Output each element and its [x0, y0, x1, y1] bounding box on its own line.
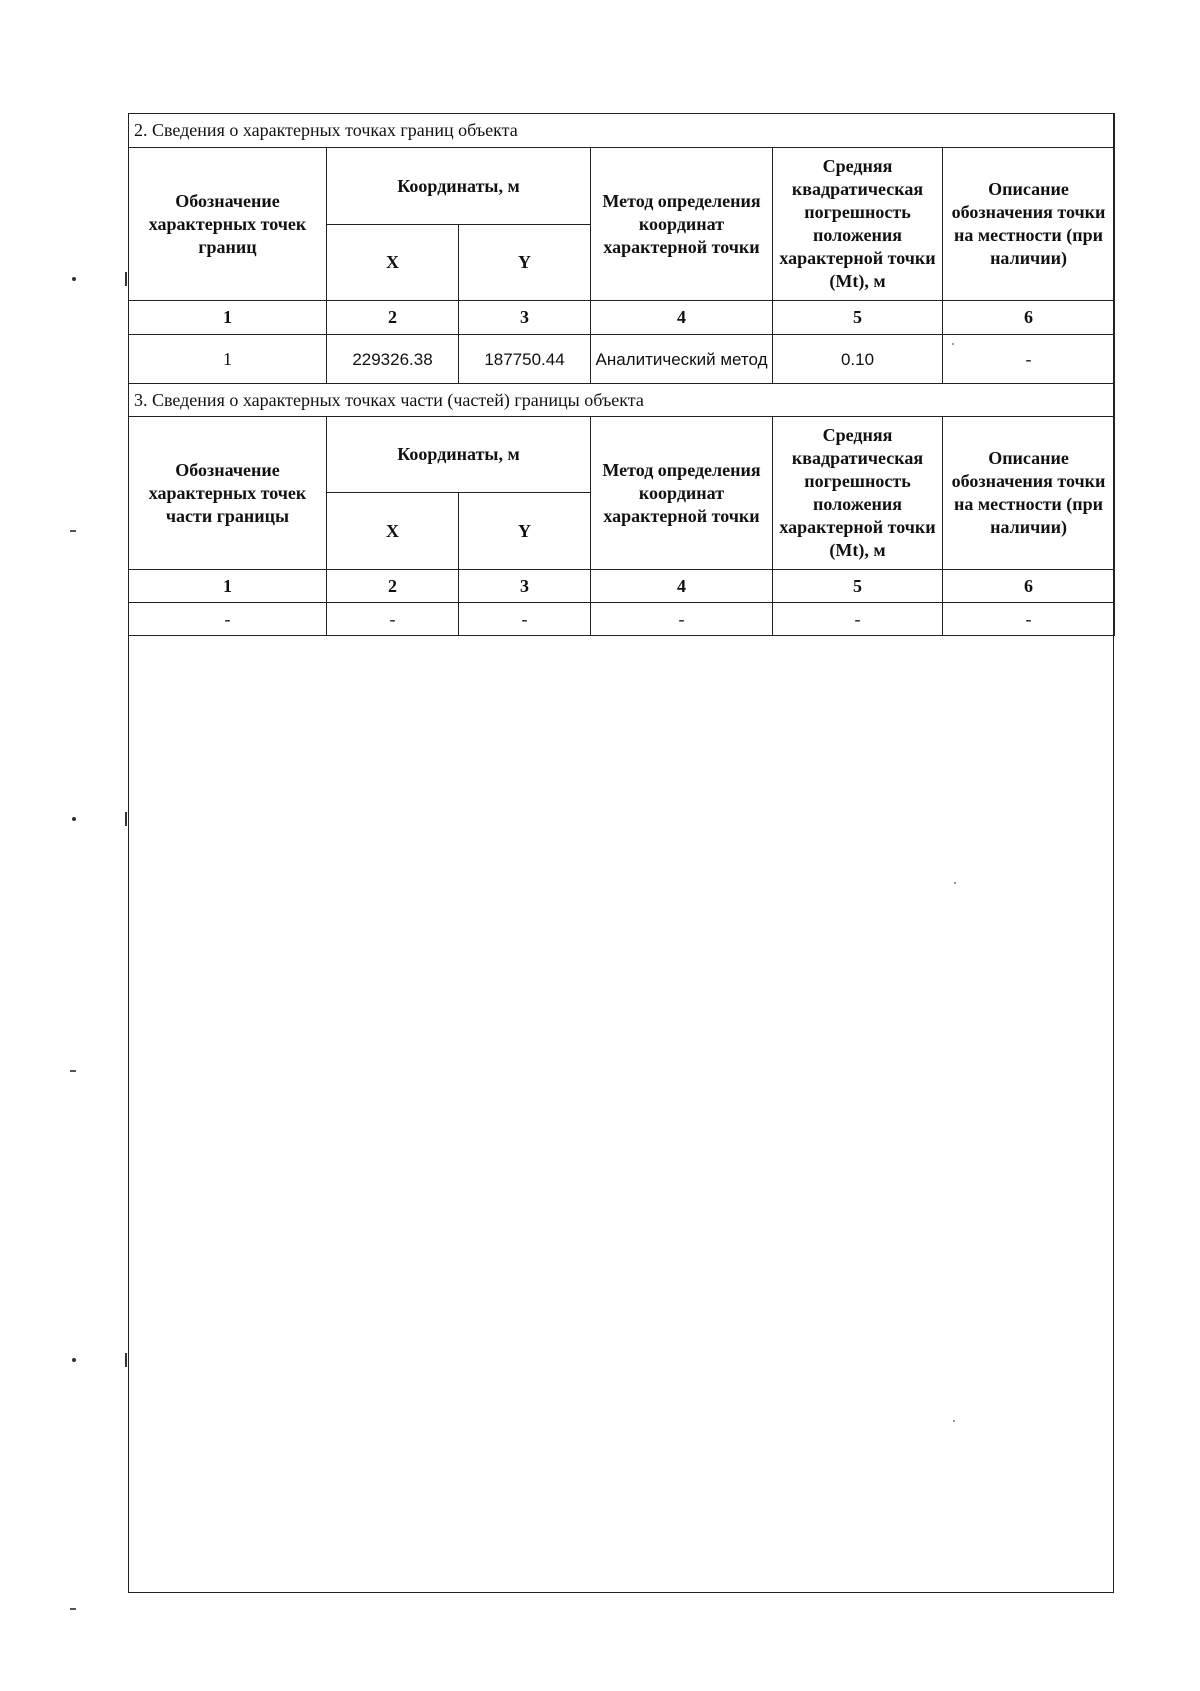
- section2-column-numbers-row: [129, 301, 1115, 335]
- section3-header-x: X: [327, 493, 459, 570]
- section2-header-description: Описание обозначения точки на местности (при наличии): [943, 148, 1115, 301]
- section2-row-designation: 1: [129, 335, 327, 384]
- section3-header-designation: Обозначение характерных точек части границы: [129, 417, 327, 570]
- section2-header-coordinates: Координаты, м: [327, 148, 591, 225]
- scan-tick: [70, 1070, 76, 1072]
- section3-row-description: -: [943, 603, 1115, 636]
- section3-colnum-6: 6: [943, 570, 1115, 603]
- section2-colnum-3: 3: [459, 301, 591, 335]
- table-row: [129, 335, 1115, 384]
- section2-row-method: Аналитический метод: [595, 349, 768, 369]
- binder-mark: [125, 1353, 127, 1367]
- section3-table: [128, 383, 1115, 636]
- section3-row-designation: -: [129, 603, 327, 636]
- binder-mark: [125, 272, 127, 286]
- binder-mark: [125, 812, 127, 826]
- section3-colnum-5: 5: [773, 570, 943, 603]
- section2-row-description: -: [943, 335, 1115, 384]
- section3-row-error: -: [773, 603, 943, 636]
- section2-header-x: X: [327, 225, 459, 301]
- scan-speck: [952, 343, 954, 345]
- section3-column-numbers-row: [129, 570, 1115, 603]
- section3-colnum-2: 2: [327, 570, 459, 603]
- section3-header-description: Описание обозначения точки на местности (при наличии): [943, 417, 1115, 570]
- section2-colnum-6: 6: [943, 301, 1115, 335]
- section2-row-y: 187750.44: [459, 335, 591, 384]
- section3-header-error: Средняя квадратическая погрешность положения характерной точки (Mt), м: [773, 417, 943, 570]
- section2-colnum-2: 2: [327, 301, 459, 335]
- table-row: [129, 603, 1115, 636]
- section3-row-method: -: [591, 603, 773, 636]
- section2-table: [128, 113, 1115, 384]
- binder-dot: [72, 277, 76, 281]
- section3-colnum-4: 4: [591, 570, 773, 603]
- section2-row-error: 0.10: [773, 335, 943, 384]
- section2-header-method: Метод определения координат характерной точки: [591, 148, 773, 301]
- section2-colnum-5: 5: [773, 301, 943, 335]
- section2-header-y: Y: [459, 225, 591, 301]
- binder-dot: [72, 1358, 76, 1362]
- scan-tick: [70, 1608, 76, 1610]
- section2-title: 2. Сведения о характерных точках границ объекта: [129, 114, 1115, 148]
- section3-colnum-1: 1: [129, 570, 327, 603]
- section2-row-method-cell: [591, 335, 773, 384]
- section3-header-method: Метод определения координат характерной точки: [591, 417, 773, 570]
- section3-row-x: -: [327, 603, 459, 636]
- section3-title: 3. Сведения о характерных точках части (частей) границы объекта: [129, 384, 1115, 417]
- section2-colnum-4: 4: [591, 301, 773, 335]
- scan-speck: [953, 1420, 955, 1422]
- section3-colnum-3: 3: [459, 570, 591, 603]
- binder-dot: [72, 817, 76, 821]
- section2-header-error: Средняя квадратическая погрешность положения характерной точки (Mt), м: [773, 148, 943, 301]
- scan-tick: [70, 530, 76, 532]
- scan-speck: [954, 882, 956, 884]
- section2-row-x: 229326.38: [327, 335, 459, 384]
- section3-header-coordinates: Координаты, м: [327, 417, 591, 493]
- section3-header-y: Y: [459, 493, 591, 570]
- section3-row-y: -: [459, 603, 591, 636]
- section2-colnum-1: 1: [129, 301, 327, 335]
- section2-header-designation: Обозначение характерных точек границ: [129, 148, 327, 301]
